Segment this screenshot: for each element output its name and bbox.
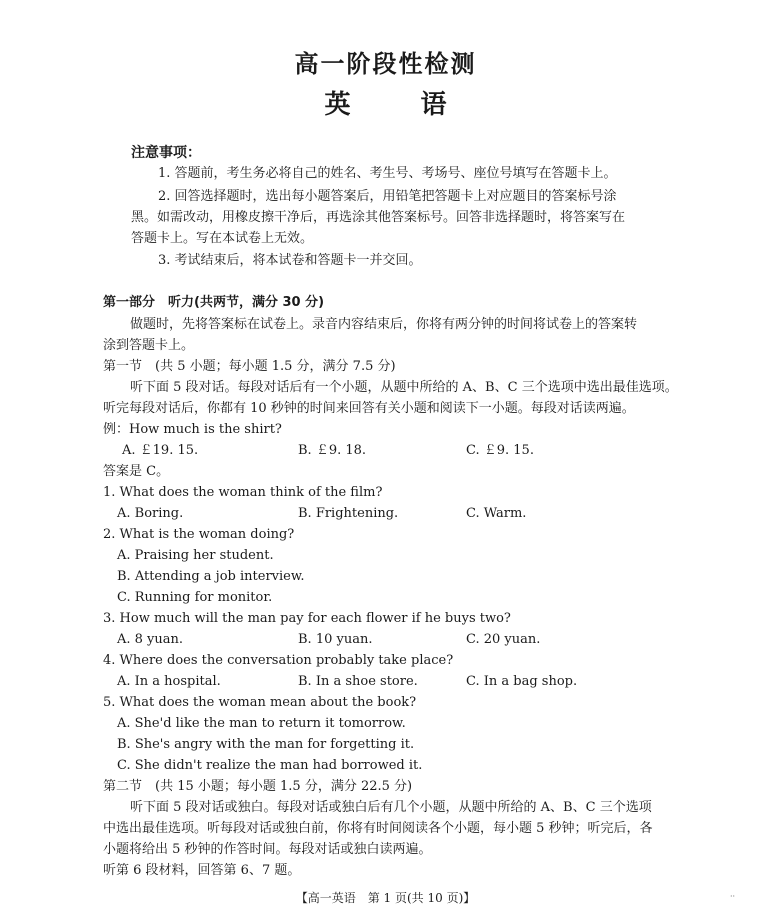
section1-heading: 第一节 (共 5 小题；每小题 1.5 分，满分 7.5 分)	[103, 359, 396, 374]
question-option-c: C. Running for monitor.	[117, 590, 273, 605]
section1-instr-line-1: 听下面 5 段对话。每段对话后有一个小题，从题中所给的 A、B、C 三个选项中选出最佳选项。	[130, 380, 678, 395]
part1-heading: 第一部分 听力(共两节，满分 30 分)	[103, 295, 325, 310]
question-option-c: C. 20 yuan.	[466, 632, 541, 647]
part1-intro-line-1: 做题时，先将答案标在试卷上。录音内容结束后，你将有两分钟的时间将试卷上的答案转	[130, 317, 638, 332]
example-option-c: C. ￡9. 15.	[466, 443, 534, 458]
page-title: 高一阶段性检测	[294, 50, 477, 78]
example-option-b: B. ￡9. 18.	[298, 443, 367, 458]
question-stem: 2. What is the woman doing?	[103, 527, 295, 542]
corner-mark: ··	[730, 892, 736, 901]
section2-instr-line-2: 中选出最佳选项。听每段对话或独白前，你将有时间阅读各个小题，每小题 5 秒钟；听完后，各	[103, 821, 653, 836]
question-option-b: B. Frightening.	[298, 506, 399, 521]
example-answer: 答案是 C。	[103, 464, 170, 479]
question-option-a: A. Praising her student.	[117, 548, 274, 563]
question-option-b: B. Attending a job interview.	[117, 569, 305, 584]
subject-title	[0, 84, 771, 121]
question-option-c: C. Warm.	[466, 506, 527, 521]
section1-instr-line-2: 听完每段对话后，你都有 10 秒钟的时间来回答有关小题和阅读下一小题。每段对话读两遍。	[103, 401, 635, 416]
question-option-b: B. She's angry with the man for forgetting it.	[117, 737, 415, 752]
question-option-a: A. In a hospital.	[117, 674, 221, 689]
question-option-a: A. Boring.	[117, 506, 184, 521]
notice-item-2-line-3: 答题卡上。写在本试卷上无效。	[131, 231, 314, 246]
notice-heading: 注意事项：	[131, 145, 201, 161]
question-option-c: C. She didn't realize the man had borrowed it.	[117, 758, 423, 773]
question-option-b: B. In a shoe store.	[298, 674, 418, 689]
subject-char-left: 英	[324, 90, 351, 120]
section2-material: 听第 6 段材料，回答第 6、7 题。	[103, 863, 301, 878]
example-option-a: A. ￡19. 15.	[122, 443, 199, 458]
section2-instr-line-1: 听下面 5 段对话或独白。每段对话或独白后有几个小题，从题中所给的 A、B、C 三个选项	[130, 800, 652, 815]
question-option-c: C. In a bag shop.	[466, 674, 578, 689]
question-stem: 4. Where does the conversation probably take place?	[103, 653, 454, 668]
question-option-b: B. 10 yuan.	[298, 632, 373, 647]
question-stem: 5. What does the woman mean about the book?	[103, 695, 417, 710]
notice-item-2-line-1: 2. 回答选择题时，选出每小题答案后，用铅笔把答题卡上对应题目的答案标号涂	[158, 189, 617, 204]
part1-intro-line-2: 涂到答题卡上。	[103, 338, 195, 353]
subject-char-right: 语	[420, 90, 447, 120]
question-stem: 1. What does the woman think of the film?	[103, 485, 383, 500]
section2-heading: 第二节 (共 15 小题；每小题 1.5 分，满分 22.5 分)	[103, 779, 413, 794]
example-question: 例：How much is the shirt?	[103, 422, 282, 437]
notice-item-3: 3. 考试结束后，将本试卷和答题卡一并交回。	[158, 253, 422, 268]
question-option-a: A. She'd like the man to return it tomorrow.	[117, 716, 406, 731]
question-stem: 3. How much will the man pay for each flower if he buys two?	[103, 611, 511, 626]
question-option-a: A. 8 yuan.	[117, 632, 184, 647]
section2-instr-line-3: 小题将给出 5 秒钟的作答时间。每段对话或独白读两遍。	[103, 842, 432, 857]
notice-item-2-line-2: 黑。如需改动，用橡皮擦干净后，再选涂其他答案标号。回答非选择题时，将答案写在	[131, 210, 626, 225]
notice-item-1: 1. 答题前，考生务必将自己的姓名、考生号、考场号、座位号填写在答题卡上。	[158, 166, 617, 181]
page-footer: 【高一英语 第 1 页(共 10 页)】	[295, 891, 476, 905]
